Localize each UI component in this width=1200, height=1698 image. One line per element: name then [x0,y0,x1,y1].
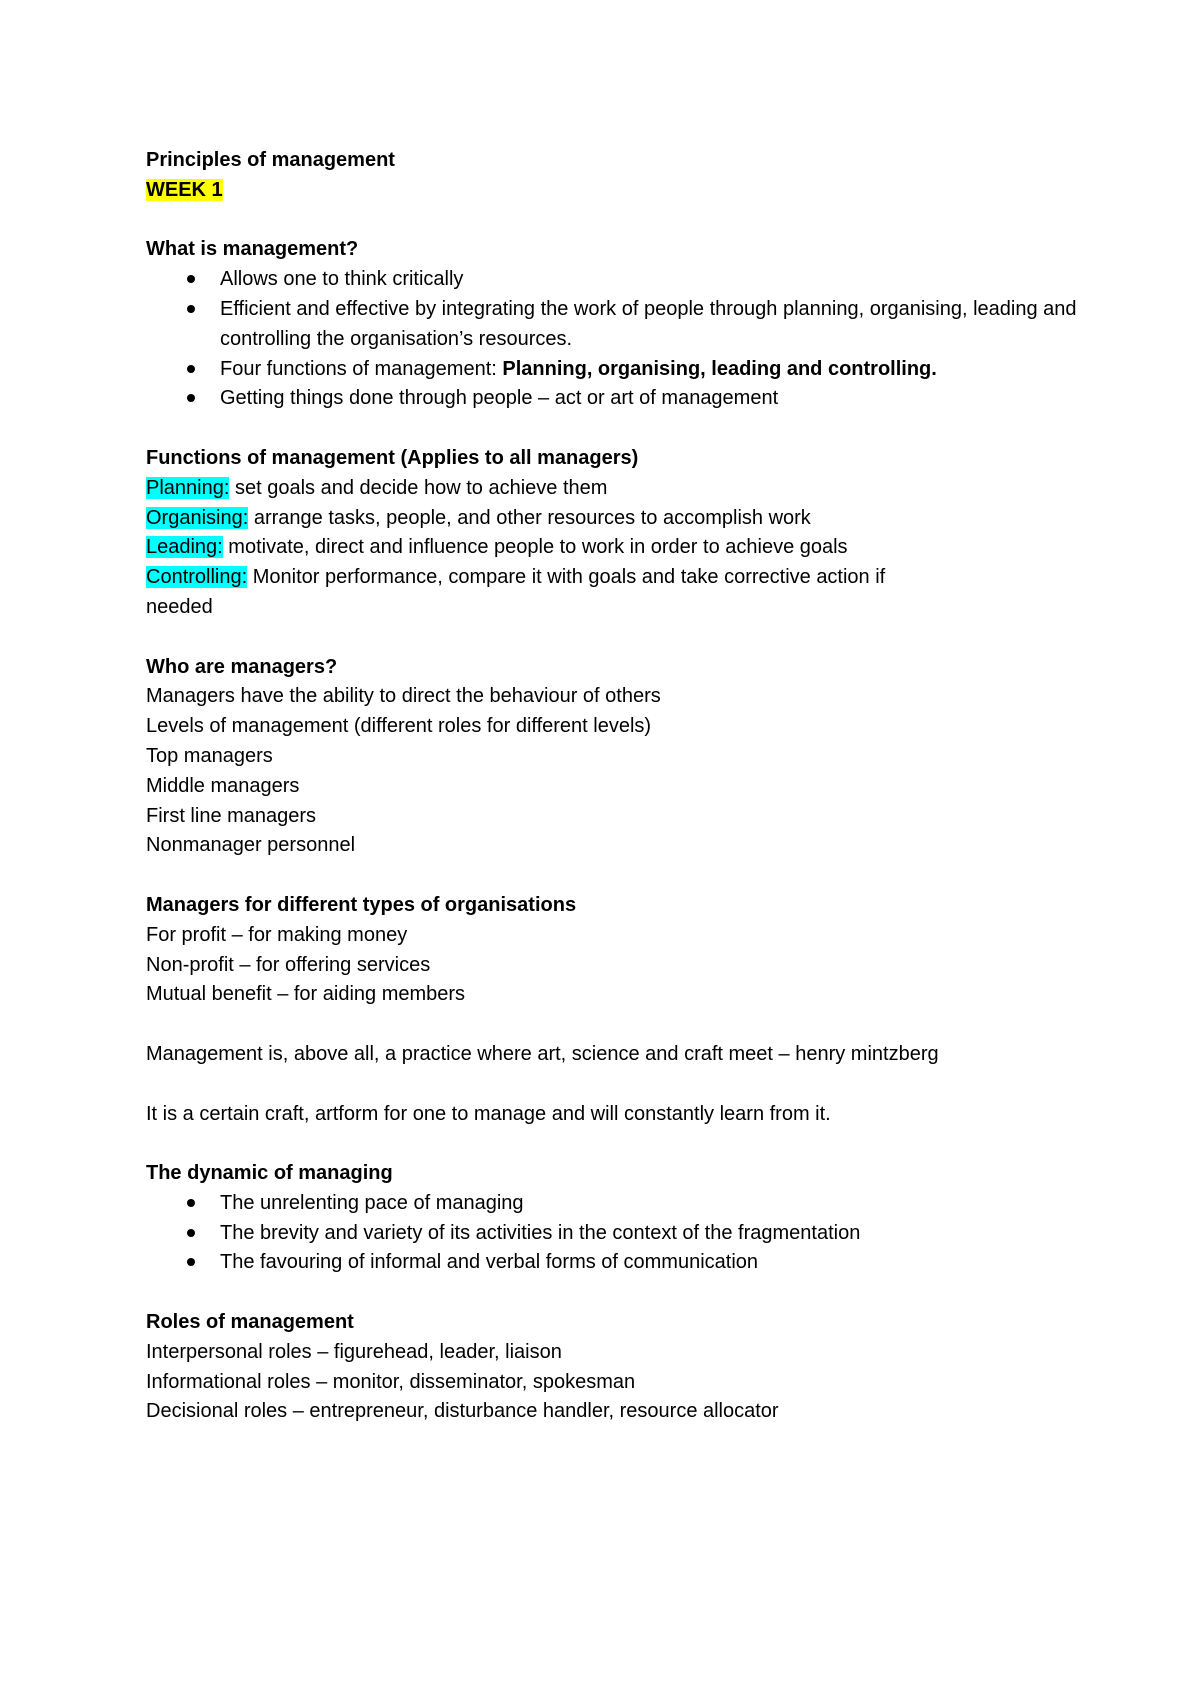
mintzberg-quote: Management is, above all, a practice where art, science and craft meet – henry mintzberg [146,1042,939,1065]
text-line: Decisional roles – entrepreneur, disturbance handler, resource allocator [146,1400,779,1423]
functions-prefix: Four functions of management: [220,357,503,380]
text-line: Non-profit – for offering services [146,953,431,976]
definition: arrange tasks, people, and other resources to accomplish work [248,506,811,529]
list-item: The favouring of informal and verbal forms of communication [220,1248,1086,1278]
text-line: Managers have the ability to direct the behaviour of others [146,685,661,708]
section-heading-who: Who are managers? [146,655,338,678]
what-is-bullet-list [146,265,1086,414]
term-planning: Planning: [146,476,230,499]
section-heading-functions: Functions of management (Applies to all managers) [146,446,639,469]
document-title: Principles of management [146,149,395,171]
text-line: Levels of management (different roles for different levels) [146,715,652,738]
text-line: Nonmanager personnel [146,834,356,857]
list-item: Getting things done through people – act or art of management [220,384,1086,414]
section-heading-types: Managers for different types of organisations [146,893,577,916]
text-line: Informational roles – monitor, disseminator, spokesman [146,1370,636,1393]
document-page [146,146,1086,1427]
definition: Monitor performance, compare it with goals and take corrective action if [247,566,886,589]
term-organising: Organising: [146,506,249,529]
dynamic-bullet-list [146,1189,1086,1278]
section-heading-what-is: What is management? [146,238,359,261]
function-planning [146,474,1086,504]
term-controlling: Controlling: [146,566,248,589]
text-line: Mutual benefit – for aiding members [146,983,466,1006]
definition: set goals and decide how to achieve them [229,476,608,499]
text-line: Top managers [146,744,273,767]
definition: motivate, direct and influence people to work in order to achieve goals [222,536,848,559]
text-line: First line managers [146,804,317,827]
week-label: WEEK 1 [146,178,223,201]
list-item [220,355,1086,385]
text-line: Interpersonal roles – figurehead, leader, liaison [146,1340,562,1363]
text-line: Middle managers [146,774,300,797]
list-item: The unrelenting pace of managing [220,1189,1086,1219]
section-heading-dynamic: The dynamic of managing [146,1162,393,1185]
function-controlling-continued: needed [146,595,213,618]
list-item: The brevity and variety of its activities in the context of the fragmentation [220,1219,1086,1249]
text-line: For profit – for making money [146,923,408,946]
function-leading [146,533,1086,563]
craft-statement: It is a certain craft, artform for one to manage and will constantly learn from it. [146,1102,831,1125]
list-item: Allows one to think critically [220,265,1086,295]
function-organising [146,504,1086,534]
functions-bold: Planning, organising, leading and controlling. [502,357,937,380]
list-item: Efficient and effective by integrating the work of people through planning, organising, leading and controlling the organisation’s resources. [220,295,1086,355]
section-heading-roles: Roles of management [146,1311,354,1334]
function-controlling [146,563,1086,593]
term-leading: Leading: [146,536,223,559]
